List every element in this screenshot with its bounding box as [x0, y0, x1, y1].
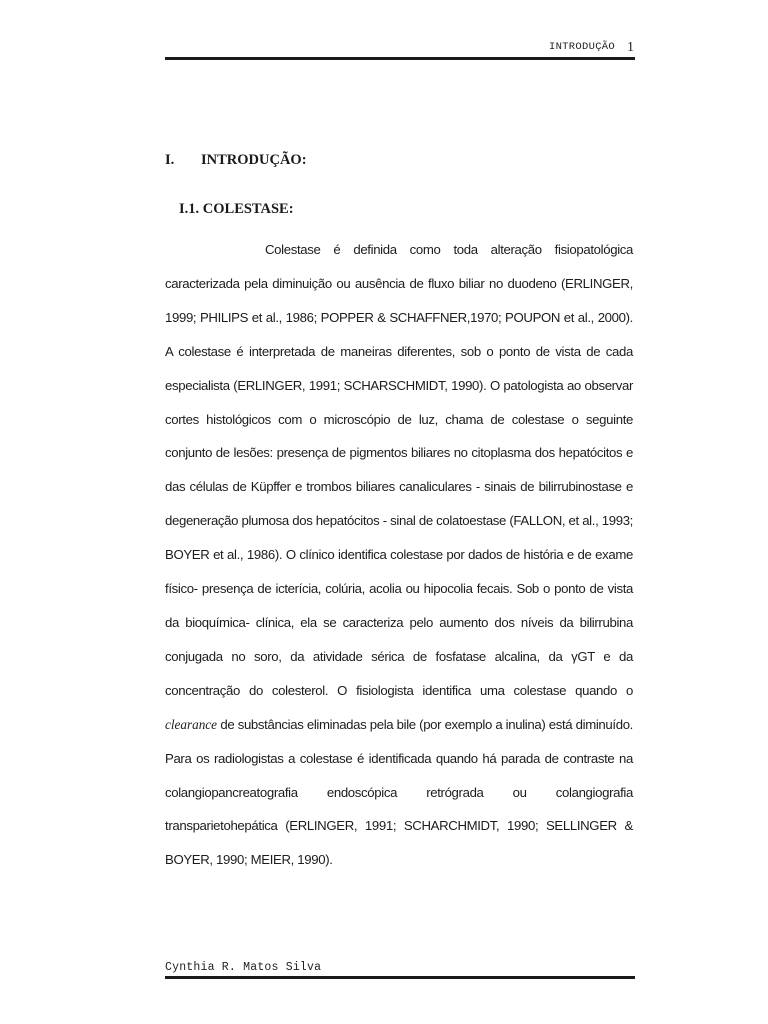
header-rule	[165, 57, 635, 60]
subsection-heading: I.1. COLESTASE:	[179, 201, 294, 217]
footer-rule	[165, 976, 635, 979]
section-title: INTRODUÇÃO:	[201, 152, 307, 168]
page-number: 1	[627, 40, 634, 55]
running-header	[165, 39, 637, 57]
body-paragraph	[165, 233, 633, 877]
italic-term: clearance	[165, 716, 217, 732]
body-text-part-2: de substâncias eliminadas pela bile (por exemplo a inulina) está diminuído. Para os radiologistas a colestase é identificada quando há parada de contraste na colangiopancreatografia endoscópica retrógrada ou colangiografia transparietohepática (ERLINGER, 1991; SCHARCHMIDT, 1990; SELLINGER & BOYER, 1990; MEIER, 1990).	[165, 716, 633, 868]
section-number: I.	[165, 152, 175, 168]
section-heading	[165, 152, 307, 169]
body-text-part-1: Colestase é definida como toda alteração fisiopatológica caracterizada pela diminuição ou ausência de fluxo biliar no duodeno (ERLINGER, 1999; PHILIPS et al., 1986; POPPER & SCHAFFNER,1970; POUPON et al., 2000). A colestase é interpretada de maneiras diferentes, sob o ponto de vista de cada especialista (ERLINGER, 1991; SCHARSCHMIDT, 1990). O patologista ao observar cortes histológicos com o microscópio de luz, chama de colestase o seguinte conjunto de lesões: presença de pigmentos biliares no citoplasma dos hepatócitos e das células de Küpffer e trombos biliares canaliculares - sinais de bilirrubinostase e degeneração plumosa dos hepatócitos - sinal de colatoestase (FALLON, et al., 1993; BOYER et al., 1986). O clínico identifica colestase por dados de história e de exame físico- presença de icterícia, colúria, acolia ou hipocolia fecais. Sob o ponto de vista da bioquímica- clínica, ela se caracteriza pelo aumento dos níveis da bilirrubina conjugada no soro, da atividade sérica de fosfatase alcalina, da γGT e da concentração do colesterol. O fisiologista identifica uma colestase quando o	[165, 242, 633, 698]
footer-author: Cynthia R. Matos Silva	[165, 961, 322, 974]
running-header-title: INTRODUÇÃO	[548, 41, 615, 53]
